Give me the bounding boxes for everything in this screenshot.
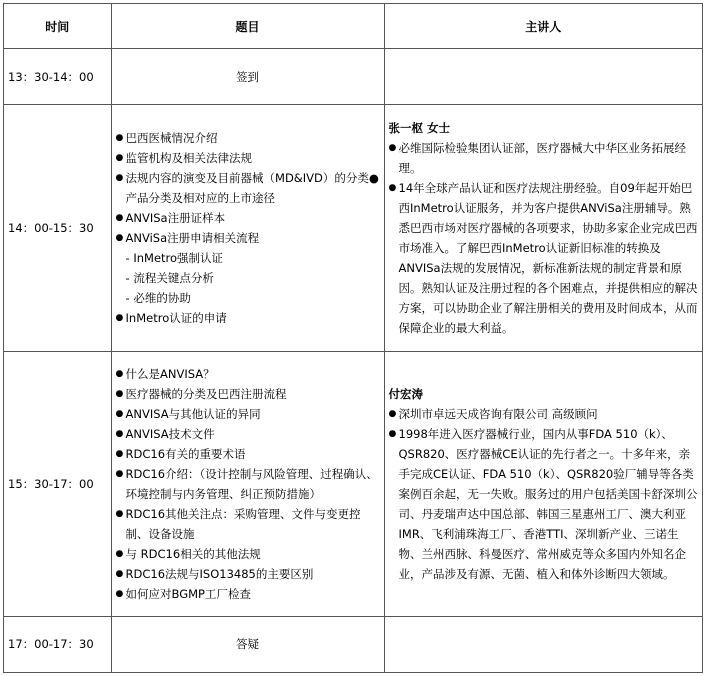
list-subitem: - InMetro强制认证 [125,251,224,266]
list-item: ● 巴西医械情况介绍 [116,128,380,148]
speaker-name: 张一枢 女士 [388,121,451,136]
speaker-bio-line: ● 14年全球产品认证和医疗法规注册经验。自09年起开始巴西InMetro认证服务，并为客户提供ANViSa注册辅导。熟悉巴西市场对医疗器械的各项要求，协助多家企业完成巴西市场准入。了解巴西InMetro认证新旧标准的转换及ANVISa法规的发展情况，新标准新法规的制定背景和原因。熟知认证及注册过程的各个困难点，并提供相应的解决方案，可以协助企业了解注册相关的费用及时间成本，从而保障企业的最大利益。 [389,178,699,338]
time-cell: 15：30-17：00 [4,352,112,617]
topic-cell: 签到 [111,49,384,105]
schedule-table [3,3,703,673]
speaker-bio-line: ● 1998年进入医疗器械行业，国内从事FDA 510（k）、QSR820、医疗器械CE认证的先行者之一。十多年来，亲手完成CE认证、FDA 510（k）、QSR820验厂辅导等各类案例百余起，无一失败。服务过的用户包括美国卡舒深圳公司、丹麦瑞声达中国总部、韩国三星惠州工厂、澳大利亚IMR、飞利浦珠海工厂、香港TTI、深圳新产业、三诺生物、兰州西脉、科曼医疗、常州威克等众多国内外知名企业，产品涉及有源、无菌、植入和体外诊断四大领域。 [389,424,699,584]
table-row [4,352,703,617]
list-item: ● 医疗器械的分类及巴西注册流程 [116,384,380,404]
list-item: ● ANVISa注册证样本 [116,208,380,228]
speaker-info [389,384,699,584]
speaker-name: 付宏涛 [388,386,423,401]
table-row [4,105,703,352]
list-item: ● 法规内容的演变及目前器械（MD&IVD）的分类● 产品分类及相对应的上市途径 [116,168,380,208]
list-subitem: - 必维的协助 [125,291,191,306]
list-item: ● RDC16介绍：（设计控制与风险管理、过程确认、环境控制与内务管理、纠正预防措施） [116,464,380,504]
time-cell: 14：00-15：30 [4,105,112,352]
list-item: ● InMetro认证的申请 [116,308,380,328]
topic-cell [111,105,384,352]
list-item: ● 监管机构及相关法律法规 [116,148,380,168]
speaker-cell [384,49,703,105]
header-topic: 题目 [111,4,384,49]
list-item: ● ANVISA技术文件 [116,424,380,444]
list-item: ● ANVISA与其他认证的异同 [116,404,380,424]
speaker-bio-line: ● 必维国际检验集团认证部，医疗器械大中华区业务拓展经理。 [389,138,699,178]
header-time: 时间 [4,4,112,49]
list-item: ● 如何应对BGMP工厂检查 [116,584,380,604]
speaker-info [389,118,699,338]
list-item: ● RDC16其他关注点：采购管理、文件与变更控制、设备设施 [116,504,380,544]
header-row [4,4,703,49]
speaker-cell [384,105,703,352]
topic-list [116,128,380,328]
table-row [4,49,703,105]
list-item: ● 什么是ANVISA？ [116,364,380,384]
list-subitem: - 流程关键点分析 [125,271,214,286]
header-speaker: 主讲人 [384,4,703,49]
topic-list [116,364,380,604]
list-item: ● ANViSa注册申请相关流程 [116,228,380,248]
table-row [4,616,703,672]
list-item: ● RDC16有关的重要术语 [116,444,380,464]
list-item: ● 与 RDC16相关的其他法规 [116,544,380,564]
speaker-cell [384,616,703,672]
time-cell: 17：00-17：30 [4,616,112,672]
time-cell: 13：30-14：00 [4,49,112,105]
topic-cell [111,352,384,617]
speaker-bio-line: ● 深圳市卓远天成咨询有限公司 高级顾问 [389,404,699,424]
topic-cell: 答疑 [111,616,384,672]
speaker-cell [384,352,703,617]
list-item: ● RDC16法规与ISO13485的主要区别 [116,564,380,584]
